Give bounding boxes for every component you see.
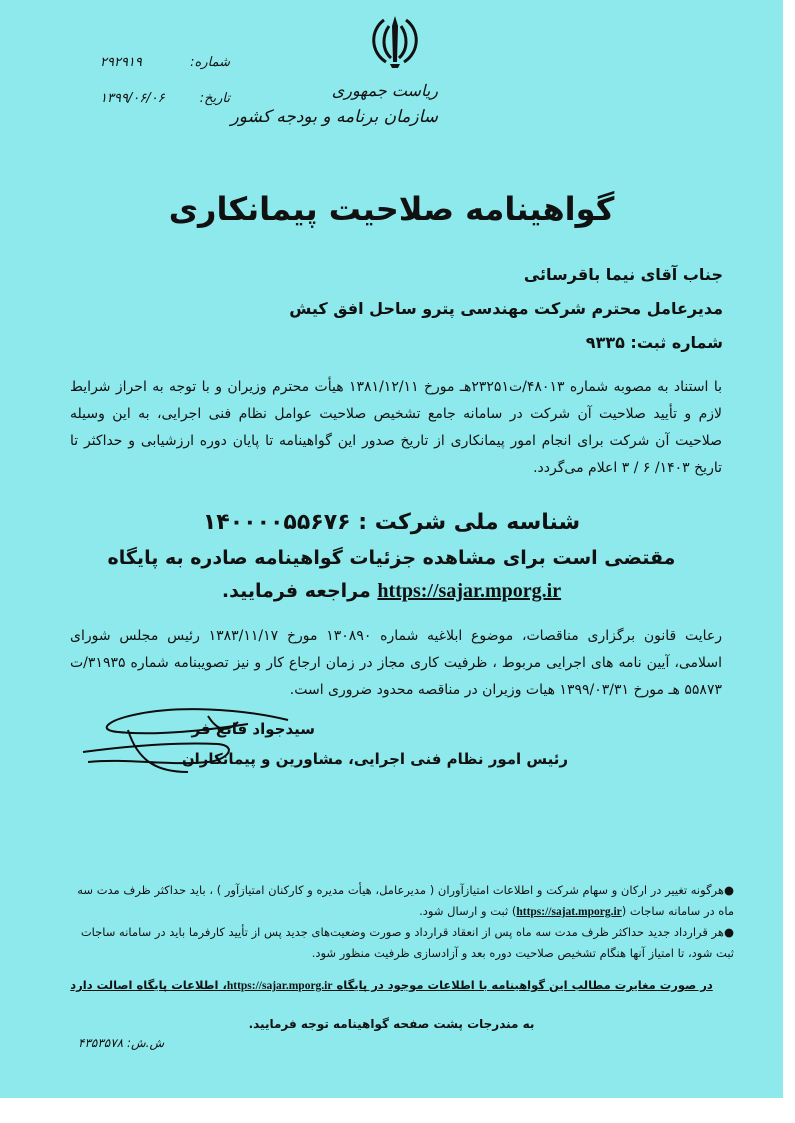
mismatch-link[interactable]: https://sajar.mporg.ir: [226, 980, 333, 992]
registration-number: شماره ثبت: ۹۳۳۵: [585, 333, 723, 352]
iran-emblem-icon: [362, 12, 428, 70]
org-line-budget-org: سازمان برنامه و بودجه کشور: [230, 107, 438, 127]
sajat-link[interactable]: https://sajat.mporg.ir: [516, 906, 622, 918]
date-value: ۱۳۹۹/۰۶/۰۶: [100, 90, 165, 106]
portal-notice: مقتضی است برای مشاهده جزئیات گواهینامه صادره به پایگاه: [107, 547, 676, 569]
addressee-name: جناب آقای نیما باقرسائی: [523, 265, 723, 284]
compliance-paragraph: رعایت قانون برگزاری مناقصات، موضوع ابلاغیه شماره ۱۳۰۸۹۰ مورخ ۱۳۸۳/۱۱/۱۷ رئیس مجلس شورای اسلامی، آیین نامه های اجرایی مربوط ، ظرفیت کاری مجاز در زمان ارجاع کار و نیز تصویبنامه شماره ۳۱۹۳۵/ت ۵۵۸۷۳ هـ مورخ ۱۳۹۹/۰۳/۳۱ هیات وزیران در مناقصه محدود ضروری است.: [70, 628, 723, 698]
date-label: تاریخ:: [199, 90, 230, 106]
sajar-link[interactable]: https://sajar.mporg.ir: [377, 580, 562, 602]
note-changes: [74, 880, 734, 923]
mismatch-text-a: در صورت مغایرت مطالب این گواهینامه با اطلاعات موجود در پایگاه: [336, 978, 713, 992]
note-contracts: ●هر قرارداد جدید حداکثر ظرف مدت سه ماه پس از انعقاد قرارداد و صورت وضعیت‌های جدید پس از تأیید کارفرما باید در سامانه ساجات ثبت شود، تا امتیاز آنها هنگام تشخیص صلاحیت دوره بعد و آزادسازی ظرفیت منظور شود.: [80, 925, 734, 960]
mismatch-notice: [0, 978, 783, 992]
serial-number: ش.ش: ۴۳۵۳۵۷۸: [78, 1036, 165, 1050]
addressee-position: مدیرعامل محترم شرکت مهندسی پترو ساحل افق کیش: [289, 299, 723, 318]
date-row: [100, 80, 230, 116]
approval-paragraph: با استناد به مصوبه شماره ۴۸۰۱۳/ت۲۳۲۵۱هـ مورخ ۱۳۸۱/۱۲/۱۱ هیأت محترم وزیران و با توجه به احراز شرایط لازم و تأیید صلاحیت آن شرکت در سامانه جامع تشخیص صلاحیت عوامل نظام فنی اجرایی، به این وسیله صلاحیت آن شرکت برای انجام امور پیمانکاری از تاریخ صدور این گواهینامه تا پایان دوره ارزشیابی و حداکثر تا تاریخ ۱۴۰۳/ ۶ / ۳ اعلام می‌گردد.: [70, 379, 722, 476]
addressee-block: [123, 258, 723, 360]
mismatch-text-b: ، اطلاعات پایگاه اصالت دارد: [70, 978, 227, 992]
signatory-title: رئیس امور نظام فنی اجرایی، مشاورین و پیمانکاران: [181, 750, 568, 768]
number-row: [100, 44, 230, 80]
note1-text-b: ) ثبت و ارسال شود.: [419, 904, 517, 918]
signatory-name: سیدجواد قانع فر: [191, 720, 315, 738]
portal-suffix: مراجعه فرمایید.: [221, 580, 371, 602]
number-value: ۲۹۲۹۱۹: [100, 54, 142, 70]
handwritten-signature: [68, 702, 298, 784]
portal-line: [0, 580, 783, 603]
number-label: شماره:: [190, 54, 230, 70]
national-id: شناسه ملی شرکت : ۱۴۰۰۰۰۵۵۶۷۶: [202, 510, 581, 535]
note1-text-a: ●هرگونه تغییر در ارکان و سهام شرکت و اطلاعات امتیازآوران ( مدیرعامل، هیأت مدیره و کارکنان امتیازآور ) ، باید حداکثر ظرف مدت سه ماه در سامانه ساجات (: [77, 883, 734, 918]
certificate-title: گواهینامه صلاحیت پیمانکاری: [168, 190, 615, 228]
reference-block: [100, 44, 230, 116]
organization-name: [231, 78, 438, 130]
org-line-presidency: ریاست جمهوری: [331, 81, 438, 100]
back-page-note: به مندرجات پشت صفحه گواهینامه توجه فرمایید.: [248, 1017, 535, 1031]
